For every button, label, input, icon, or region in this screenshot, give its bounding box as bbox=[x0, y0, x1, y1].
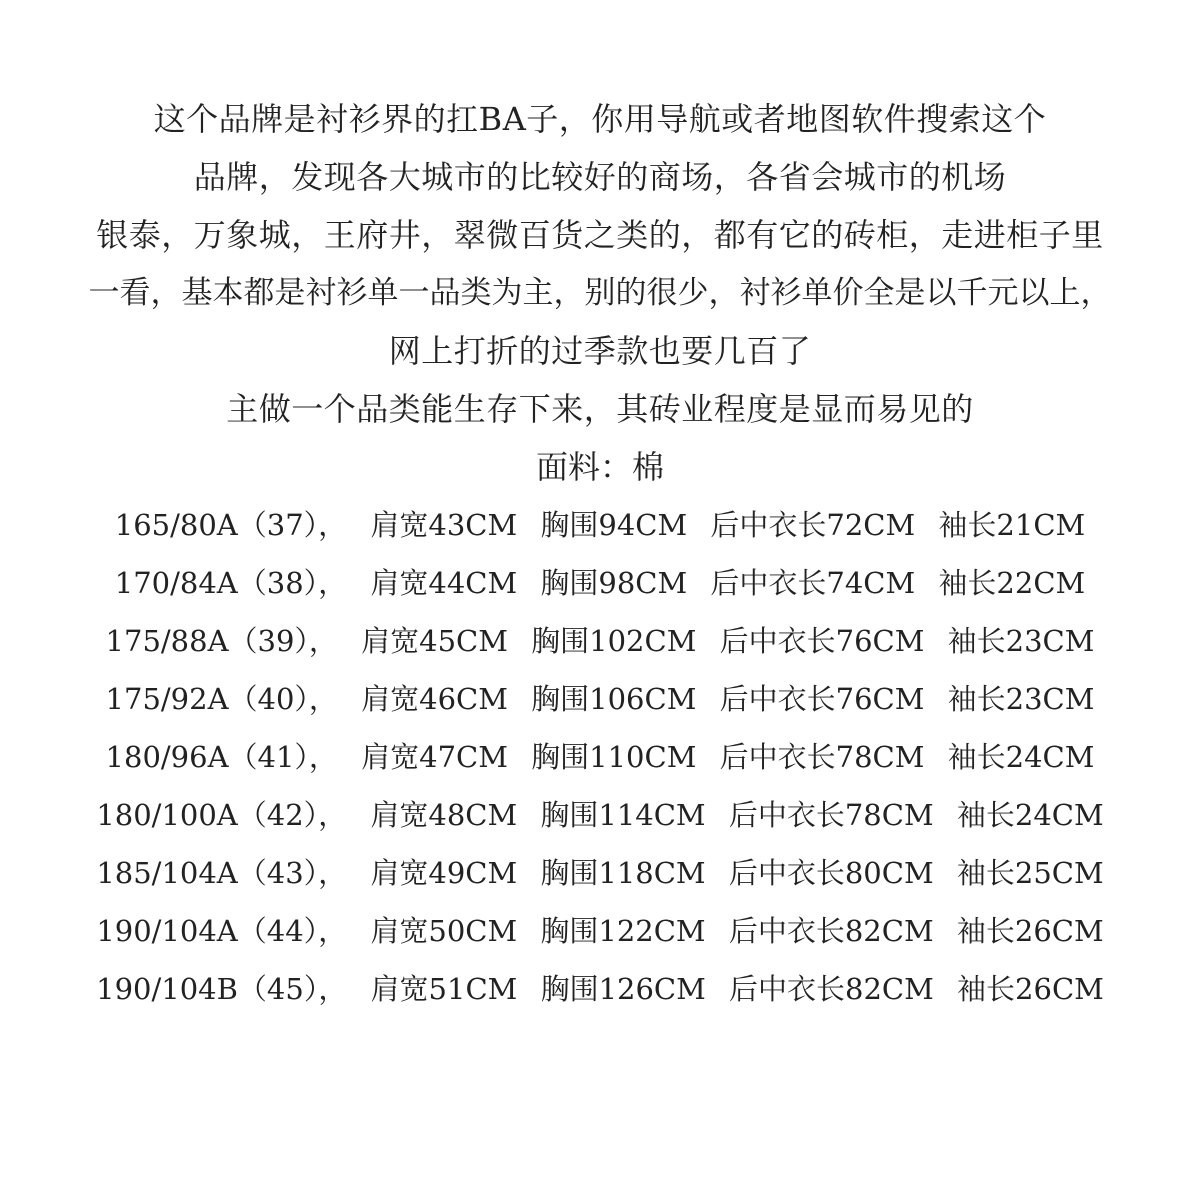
size-code: 170/84A（38）， bbox=[114, 566, 348, 600]
sleeve-length: 袖长21CM bbox=[938, 508, 1086, 542]
back-length: 后中衣长78CM bbox=[728, 798, 934, 832]
shoulder-width: 肩宽51CM bbox=[370, 972, 518, 1006]
shoulder-width: 肩宽49CM bbox=[370, 856, 518, 890]
chest-size: 胸围122CM bbox=[540, 914, 706, 948]
chest-size: 胸围94CM bbox=[540, 508, 688, 542]
back-length: 后中衣长82CM bbox=[728, 914, 934, 948]
back-length: 后中衣长76CM bbox=[719, 682, 925, 716]
description-line: 这个品牌是衬衫界的扛BA子，你用导航或者地图软件搜索这个 bbox=[153, 100, 1047, 138]
chest-size: 胸围98CM bbox=[540, 566, 688, 600]
size-code: 175/88A（39）， bbox=[105, 624, 338, 658]
size-code: 180/100A（42）， bbox=[96, 798, 348, 832]
chest-size: 胸围118CM bbox=[540, 856, 706, 890]
shoulder-width: 肩宽43CM bbox=[370, 508, 518, 542]
size-code: 190/104A（44）， bbox=[96, 914, 348, 948]
description-line: 主做一个品类能生存下来，其砖业程度是显而易见的 bbox=[226, 390, 974, 428]
sleeve-length: 袖长22CM bbox=[938, 566, 1086, 600]
shoulder-width: 肩宽50CM bbox=[370, 914, 518, 948]
back-length: 后中衣长74CM bbox=[710, 566, 916, 600]
size-row bbox=[0, 496, 1200, 554]
chest-size: 胸围106CM bbox=[531, 682, 697, 716]
size-row bbox=[0, 786, 1200, 844]
description-line: 网上打折的过季款也要几百了 bbox=[388, 332, 812, 370]
sleeve-length: 袖长26CM bbox=[956, 914, 1104, 948]
size-row bbox=[0, 554, 1200, 612]
size-row bbox=[0, 612, 1200, 670]
size-row bbox=[0, 728, 1200, 786]
shoulder-width: 肩宽48CM bbox=[370, 798, 518, 832]
back-length: 后中衣长76CM bbox=[719, 624, 925, 658]
description-line: 品牌，发现各大城市的比较好的商场，各省会城市的机场 bbox=[193, 158, 1007, 196]
description-line: 一看，基本都是衬衫单一品类为主，别的很少，衬衫单价全是以千元以上， bbox=[88, 275, 1112, 311]
back-length: 后中衣长82CM bbox=[729, 972, 934, 1006]
back-length: 后中衣长80CM bbox=[728, 856, 934, 890]
size-code: 190/104B（45）， bbox=[96, 972, 348, 1006]
chest-size: 胸围126CM bbox=[540, 972, 706, 1006]
chest-size: 胸围110CM bbox=[531, 740, 697, 774]
size-code: 185/104A（43）， bbox=[96, 856, 348, 890]
sleeve-length: 袖长23CM bbox=[947, 624, 1095, 658]
size-code: 180/96A（41）， bbox=[105, 740, 338, 774]
material-label: 面料：棉 bbox=[535, 448, 664, 486]
size-row bbox=[0, 960, 1200, 1018]
description-block bbox=[0, 90, 1200, 438]
sleeve-length: 袖长23CM bbox=[947, 682, 1095, 716]
size-row bbox=[0, 902, 1200, 960]
back-length: 后中衣长78CM bbox=[719, 740, 925, 774]
chest-size: 胸围114CM bbox=[540, 798, 706, 832]
back-length: 后中衣长72CM bbox=[710, 508, 916, 542]
size-row bbox=[0, 844, 1200, 902]
shoulder-width: 肩宽45CM bbox=[361, 624, 508, 658]
shoulder-width: 肩宽47CM bbox=[361, 740, 508, 774]
sleeve-length: 袖长24CM bbox=[956, 798, 1104, 832]
chest-size: 胸围102CM bbox=[531, 624, 697, 658]
shoulder-width: 肩宽46CM bbox=[361, 682, 508, 716]
size-code: 175/92A（40）， bbox=[105, 682, 338, 716]
shoulder-width: 肩宽44CM bbox=[370, 566, 518, 600]
sleeve-length: 袖长26CM bbox=[957, 972, 1104, 1006]
description-line: 银泰，万象城，王府井，翠微百货之类的，都有它的砖柜，走进柜子里 bbox=[96, 216, 1104, 254]
sleeve-length: 袖长25CM bbox=[956, 856, 1104, 890]
size-chart bbox=[0, 496, 1200, 1018]
product-description-document bbox=[0, 90, 1200, 1018]
size-code: 165/80A（37）， bbox=[114, 508, 348, 542]
sleeve-length: 袖长24CM bbox=[947, 740, 1095, 774]
size-row bbox=[0, 670, 1200, 728]
